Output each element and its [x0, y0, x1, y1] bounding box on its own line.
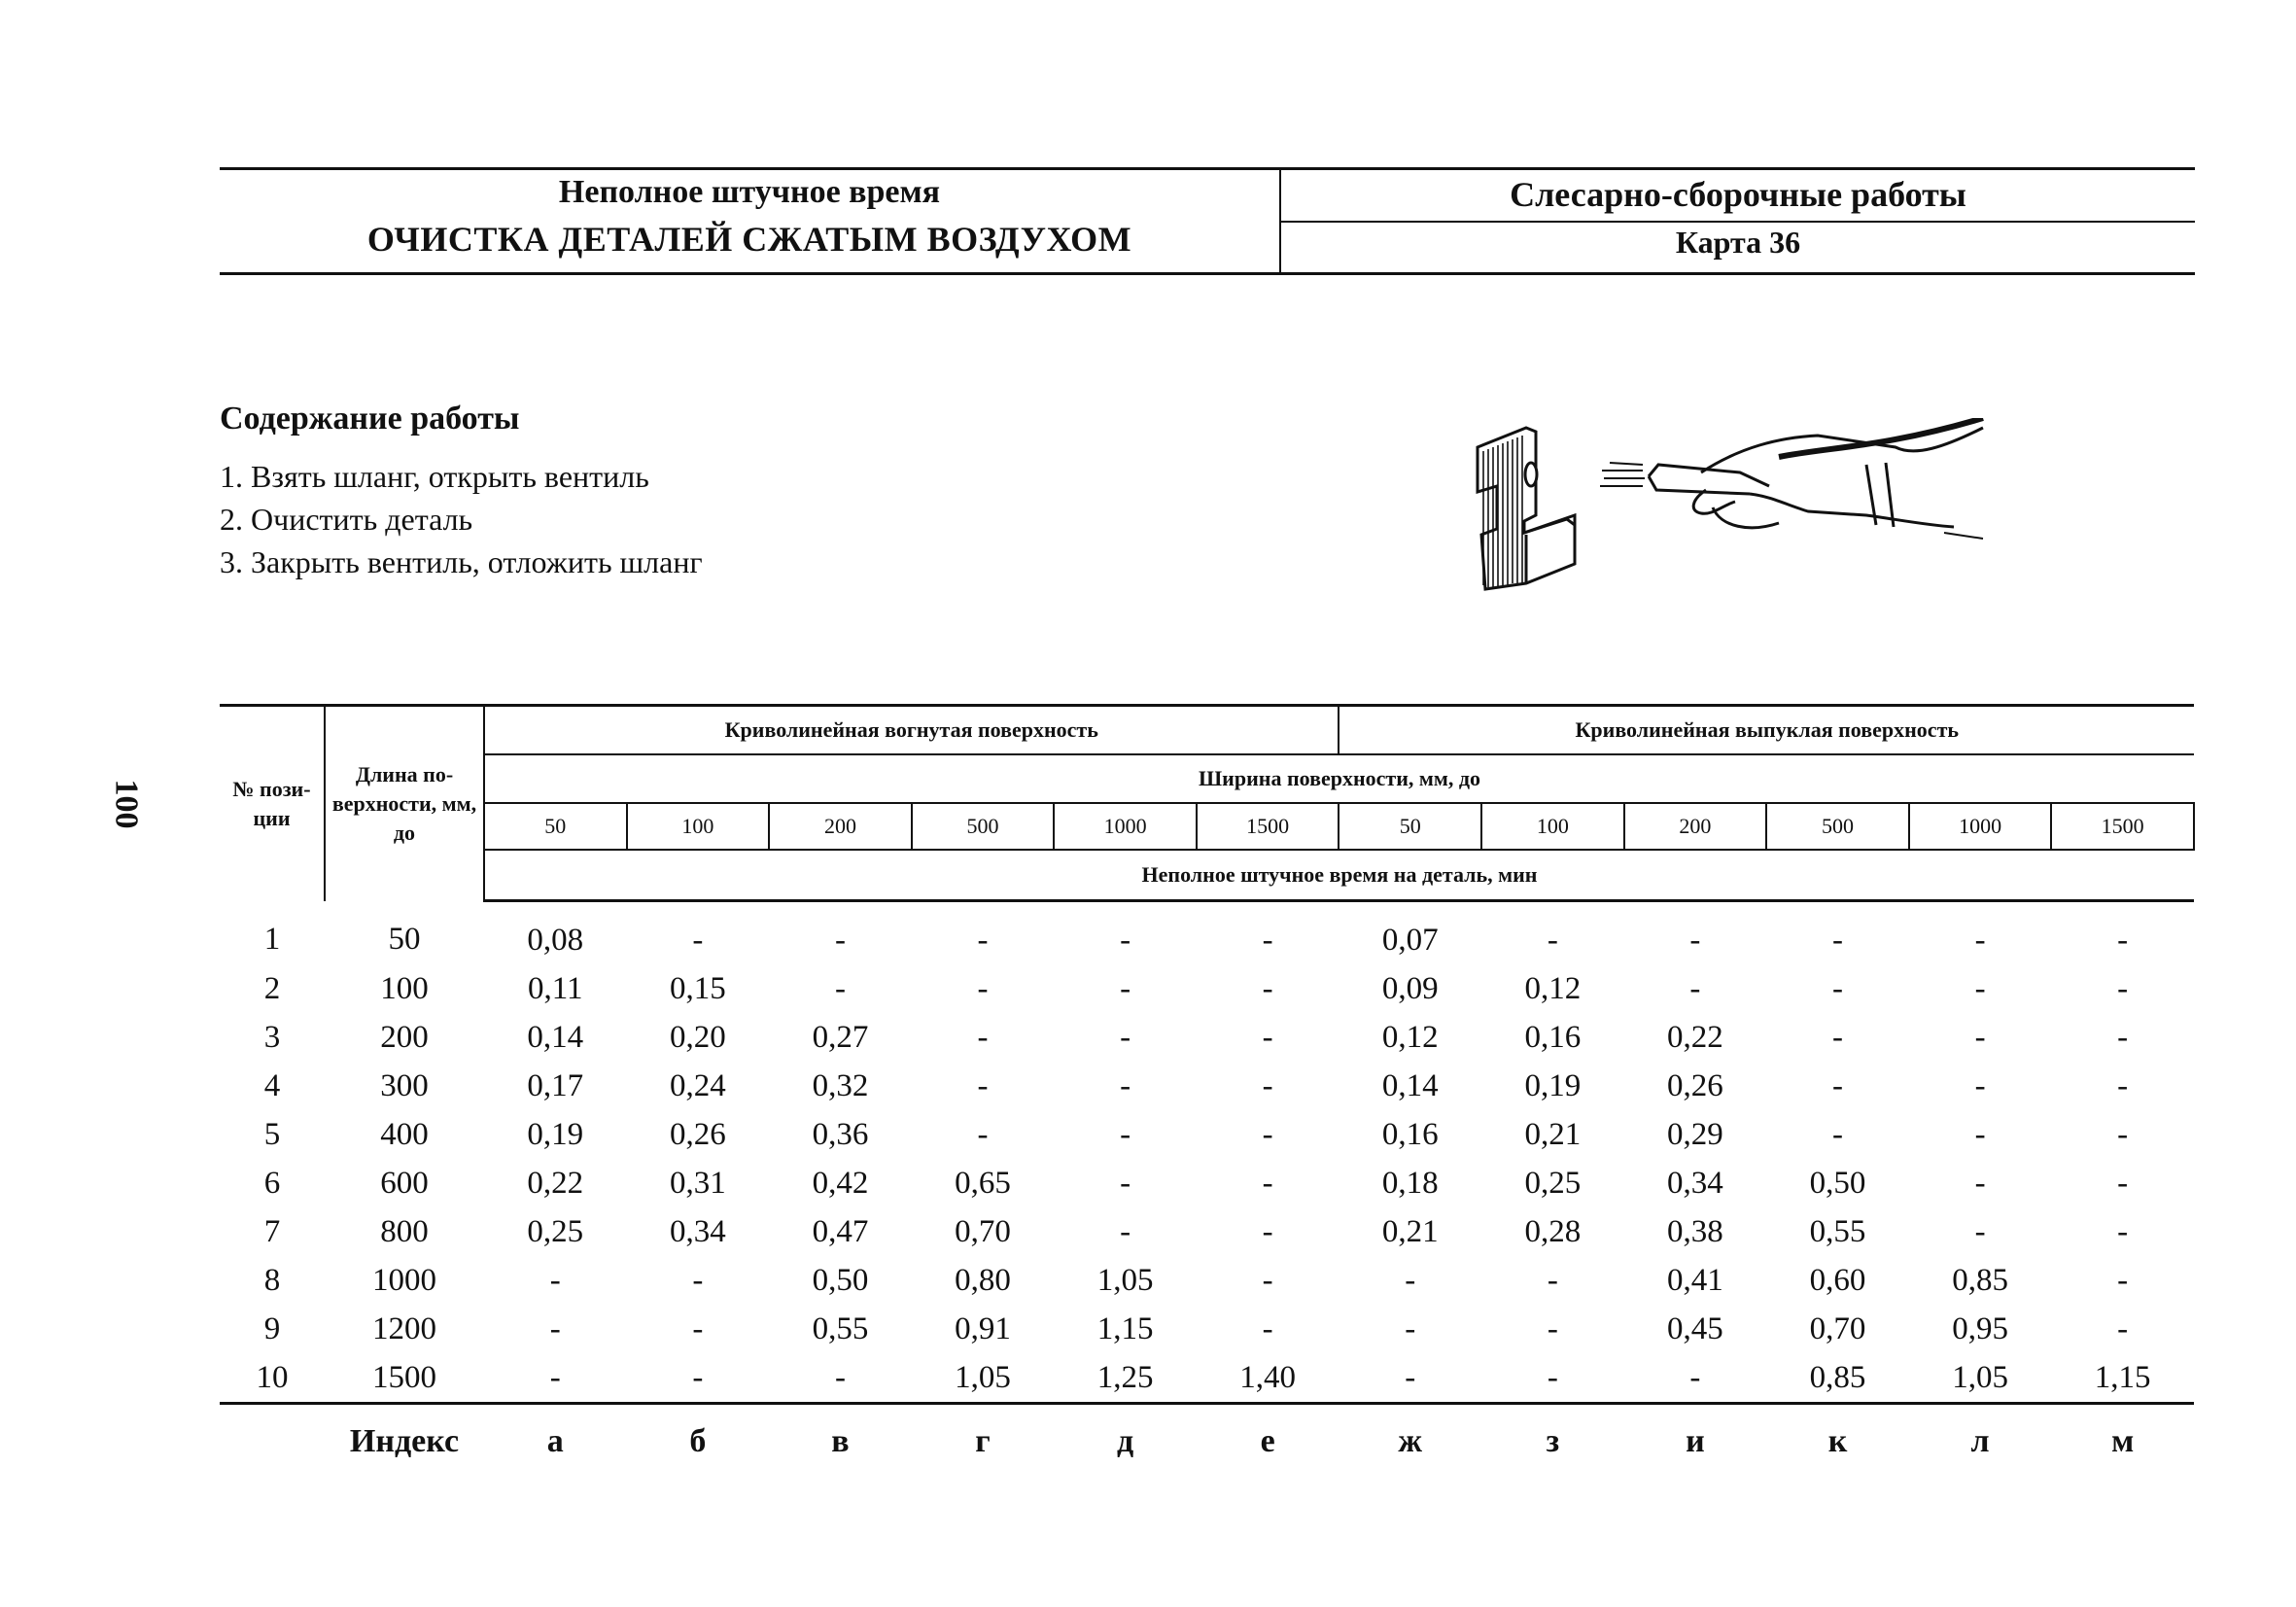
table-row — [220, 1013, 2194, 1062]
air-cleaning-illustration — [1458, 418, 2022, 603]
card-header — [220, 167, 2195, 275]
time-value-cell: 0,12 — [1381, 1020, 1439, 1055]
table-row — [220, 901, 2194, 965]
time-value-cell: 0,42 — [812, 1166, 869, 1201]
time-value-cell: - — [1262, 971, 1273, 1006]
time-value-cell: 0,50 — [1809, 1166, 1866, 1201]
time-value-cell: - — [1262, 1068, 1273, 1103]
index-cell: л — [1909, 1404, 2052, 1480]
time-value-cell: - — [1262, 1166, 1273, 1201]
length-cell: 1000 — [372, 1263, 436, 1298]
position-number-cell: 5 — [263, 1117, 281, 1152]
width-value-header: 200 — [1624, 803, 1767, 850]
position-number-cell: 6 — [263, 1166, 281, 1201]
index-cell: а — [484, 1404, 627, 1480]
time-value-cell: 1,15 — [1096, 1311, 1154, 1346]
time-value-cell: - — [1689, 971, 1701, 1006]
length-cell: 100 — [380, 971, 429, 1006]
time-value-cell: - — [692, 1360, 704, 1395]
time-value-cell: - — [1120, 1214, 1131, 1249]
time-value-cell: 0,85 — [1952, 1263, 2008, 1298]
time-value-cell: - — [1831, 1068, 1843, 1103]
table-header-row-groups — [220, 706, 2194, 755]
time-value-cell: - — [1405, 1311, 1416, 1346]
table-row — [220, 1062, 2194, 1110]
table-row — [220, 1159, 2194, 1207]
index-cell: б — [627, 1404, 770, 1480]
index-cell: и — [1624, 1404, 1767, 1480]
table-row — [220, 1305, 2194, 1353]
index-label: Индекс — [325, 1404, 484, 1480]
work-step: 1. Взять шланг, открыть вентиль — [220, 459, 649, 494]
width-value-header: 500 — [912, 803, 1055, 850]
time-value-cell: 0,15 — [669, 971, 726, 1006]
time-value-cell: - — [977, 1117, 989, 1152]
time-value-cell: 0,70 — [1809, 1311, 1866, 1346]
time-value-cell: 0,07 — [1381, 923, 1439, 958]
table-row — [220, 1110, 2194, 1159]
time-value-cell: 0,36 — [812, 1117, 869, 1152]
time-value-cell: - — [1547, 1360, 1558, 1395]
index-cell: д — [1054, 1404, 1197, 1480]
time-value-cell: - — [1405, 1263, 1416, 1298]
length-cell: 800 — [380, 1214, 429, 1249]
time-value-cell: - — [1262, 1311, 1273, 1346]
time-value-cell: - — [1262, 1214, 1273, 1249]
time-value-cell: - — [1120, 1020, 1131, 1055]
time-value-cell: - — [834, 923, 846, 958]
time-value-cell: 0,80 — [955, 1263, 1011, 1298]
time-value-cell: 0,34 — [669, 1214, 726, 1249]
length-cell: 1200 — [372, 1311, 436, 1346]
width-value-header: 100 — [1481, 803, 1624, 850]
time-value-cell: - — [977, 971, 989, 1006]
time-value-cell: - — [1974, 1020, 1986, 1055]
time-value-cell: 0,20 — [669, 1020, 726, 1055]
time-value-cell: 1,15 — [2094, 1360, 2151, 1395]
length-cell: 50 — [388, 922, 421, 958]
time-value-cell: 0,41 — [1667, 1263, 1723, 1298]
work-step: 3. Закрыть вентиль, отложить шланг — [220, 544, 703, 579]
table-header-row-width-values — [220, 803, 2194, 850]
time-value-cell: 0,21 — [1381, 1214, 1439, 1249]
time-value-cell: 0,25 — [1524, 1166, 1582, 1201]
time-value-cell: 0,22 — [527, 1166, 584, 1201]
time-value-cell: - — [2117, 1117, 2129, 1152]
time-value-cell: - — [1831, 1020, 1843, 1055]
time-value-cell: - — [1831, 923, 1843, 958]
time-value-cell: - — [1405, 1360, 1416, 1395]
width-header: Ширина поверхности, мм, до — [484, 754, 2194, 803]
time-value-cell: - — [2117, 1068, 2129, 1103]
time-value-cell: 0,27 — [812, 1020, 869, 1055]
header-divider-horizontal — [1279, 221, 2195, 223]
header-work-type: Слесарно-сборочные работы — [1510, 175, 1966, 214]
time-value-cell: - — [2117, 1020, 2129, 1055]
time-value-cell: 0,21 — [1524, 1117, 1582, 1152]
time-value-cell: 0,19 — [1524, 1068, 1582, 1103]
header-subtitle: Неполное штучное время — [558, 174, 941, 210]
length-cell: 600 — [380, 1166, 429, 1201]
time-value-cell: - — [1262, 923, 1273, 958]
table-header-row-width — [220, 754, 2194, 803]
time-value-cell: - — [692, 1311, 704, 1346]
width-value-header: 1500 — [2051, 803, 2194, 850]
part-icon — [1478, 428, 1575, 589]
time-value-cell: - — [1974, 923, 1986, 958]
work-step: 2. Очистить деталь — [220, 502, 473, 537]
time-value-cell: 1,05 — [955, 1360, 1011, 1395]
position-number-cell: 1 — [263, 922, 281, 958]
time-value-cell: 0,95 — [1952, 1311, 2008, 1346]
column-header-position-no: № пози-ции — [220, 706, 325, 901]
width-value-header: 1500 — [1197, 803, 1339, 850]
table-row — [220, 964, 2194, 1013]
time-value-cell: - — [977, 1020, 989, 1055]
time-value-cell: 1,40 — [1239, 1360, 1297, 1395]
time-value-cell: - — [977, 1068, 989, 1103]
time-value-cell: 0,34 — [1667, 1166, 1723, 1201]
time-value-cell: - — [1262, 1020, 1273, 1055]
time-value-cell: 0,55 — [1809, 1214, 1866, 1249]
time-value-cell: - — [1547, 1311, 1558, 1346]
time-value-cell: - — [1262, 1263, 1273, 1298]
time-value-cell: - — [1974, 971, 1986, 1006]
time-value-cell: 0,19 — [527, 1117, 584, 1152]
time-value-cell: 0,55 — [812, 1311, 869, 1346]
time-value-cell: - — [1120, 1068, 1131, 1103]
time-value-cell: 0,25 — [527, 1214, 584, 1249]
time-value-cell: - — [692, 1263, 704, 1298]
time-value-cell: 0,70 — [955, 1214, 1011, 1249]
group-header-convex: Криволинейная выпуклая поверхность — [1339, 706, 2194, 755]
hand-with-nozzle-icon — [1649, 418, 1983, 539]
time-value-cell: 0,85 — [1809, 1360, 1866, 1395]
work-steps-list — [220, 455, 703, 583]
time-value-cell: 0,22 — [1667, 1020, 1723, 1055]
time-value-cell: 0,38 — [1667, 1214, 1723, 1249]
time-value-cell: 0,26 — [1667, 1068, 1723, 1103]
time-value-cell: 0,31 — [669, 1166, 726, 1201]
table-header-row-unit — [220, 850, 2194, 901]
time-value-cell: 0,18 — [1381, 1166, 1439, 1201]
position-number-cell: 2 — [263, 971, 281, 1006]
length-cell: 400 — [380, 1117, 429, 1152]
width-value-header: 50 — [484, 803, 627, 850]
index-cell: в — [769, 1404, 912, 1480]
time-value-cell: - — [1974, 1166, 1986, 1201]
header-card-number: Карта 36 — [1675, 225, 1801, 260]
position-number-cell: 9 — [263, 1311, 281, 1346]
position-number-cell: 10 — [256, 1360, 289, 1395]
unit-header: Неполное штучное время на деталь, мин — [484, 850, 2194, 901]
time-value-cell: - — [549, 1360, 561, 1395]
time-value-cell: - — [1974, 1214, 1986, 1249]
time-value-cell: - — [692, 923, 704, 958]
time-value-cell: 0,08 — [527, 923, 584, 958]
position-number-cell: 3 — [263, 1020, 281, 1055]
width-value-header: 100 — [627, 803, 770, 850]
time-value-cell: - — [2117, 1311, 2129, 1346]
time-value-cell: 0,32 — [812, 1068, 869, 1103]
time-value-cell: - — [1831, 1117, 1843, 1152]
width-value-header: 1000 — [1054, 803, 1197, 850]
index-row — [220, 1404, 2194, 1480]
position-number-cell: 8 — [263, 1263, 281, 1298]
length-cell: 1500 — [372, 1360, 436, 1395]
time-value-cell: 0,26 — [669, 1117, 726, 1152]
time-value-cell: - — [1120, 923, 1131, 958]
width-value-header: 1000 — [1909, 803, 2052, 850]
page-number: 100 — [108, 779, 145, 829]
position-number-cell: 4 — [263, 1068, 281, 1103]
width-value-header: 50 — [1339, 803, 1481, 850]
width-value-header: 500 — [1766, 803, 1909, 850]
column-header-length: Длина по-верхности, мм, до — [325, 706, 484, 901]
time-value-cell: - — [977, 923, 989, 958]
time-value-cell: 0,16 — [1381, 1117, 1439, 1152]
index-cell: ж — [1339, 1404, 1481, 1480]
time-value-cell: - — [1120, 971, 1131, 1006]
time-value-cell: - — [1547, 1263, 1558, 1298]
time-value-cell: 0,65 — [955, 1166, 1011, 1201]
position-number-cell: 7 — [263, 1214, 281, 1249]
index-cell: г — [912, 1404, 1055, 1480]
time-value-cell: 0,14 — [1381, 1068, 1439, 1103]
table-row — [220, 1256, 2194, 1305]
time-value-cell: - — [1974, 1068, 1986, 1103]
time-value-cell: 0,16 — [1524, 1020, 1582, 1055]
time-value-cell: - — [1547, 923, 1558, 958]
group-header-concave: Криволинейная вогнутая поверхность — [484, 706, 1339, 755]
time-value-cell: 0,24 — [669, 1068, 726, 1103]
time-value-cell: - — [549, 1263, 561, 1298]
time-value-cell: 0,47 — [812, 1214, 869, 1249]
time-value-cell: - — [2117, 1166, 2129, 1201]
time-value-cell: 0,60 — [1809, 1263, 1866, 1298]
width-value-header: 200 — [769, 803, 912, 850]
length-cell: 300 — [380, 1068, 429, 1103]
time-value-cell: 1,05 — [1096, 1263, 1154, 1298]
time-value-cell: 0,09 — [1381, 971, 1439, 1006]
time-value-cell: 0,14 — [527, 1020, 584, 1055]
time-value-cell: 0,12 — [1524, 971, 1582, 1006]
time-value-cell: - — [1262, 1117, 1273, 1152]
table-row — [220, 1353, 2194, 1404]
time-value-cell: - — [834, 971, 846, 1006]
table-row — [220, 1207, 2194, 1256]
time-value-cell: - — [549, 1311, 561, 1346]
time-value-cell: 0,29 — [1667, 1117, 1723, 1152]
index-cell: з — [1481, 1404, 1624, 1480]
time-value-cell: 0,17 — [527, 1068, 584, 1103]
air-jet-icon — [1600, 463, 1645, 486]
time-value-cell: 0,91 — [955, 1311, 1011, 1346]
time-value-cell: - — [1974, 1117, 1986, 1152]
work-content-title: Содержание работы — [220, 401, 520, 437]
time-value-cell: - — [1120, 1166, 1131, 1201]
time-value-cell: - — [1689, 1360, 1701, 1395]
time-value-cell: 0,28 — [1524, 1214, 1582, 1249]
index-cell: к — [1766, 1404, 1909, 1480]
time-value-cell: - — [2117, 1214, 2129, 1249]
length-cell: 200 — [380, 1020, 429, 1055]
time-value-cell: - — [2117, 1263, 2129, 1298]
time-value-cell: - — [2117, 971, 2129, 1006]
time-value-cell: - — [1120, 1117, 1131, 1152]
time-value-cell: 1,05 — [1952, 1360, 2008, 1395]
table-body — [220, 901, 2194, 1404]
time-value-cell: - — [2117, 923, 2129, 958]
time-value-cell: 0,50 — [812, 1263, 869, 1298]
time-value-cell: 0,45 — [1667, 1311, 1723, 1346]
norms-table — [220, 704, 2195, 1479]
time-value-cell: 0,11 — [528, 971, 583, 1006]
index-cell: м — [2051, 1404, 2194, 1480]
index-cell: е — [1197, 1404, 1339, 1480]
time-value-cell: - — [834, 1360, 846, 1395]
header-title: ОЧИСТКА ДЕТАЛЕЙ СЖАТЫМ ВОЗДУХОМ — [366, 220, 1132, 259]
time-value-cell: - — [1689, 923, 1701, 958]
time-value-cell: 1,25 — [1096, 1360, 1154, 1395]
time-value-cell: - — [1831, 971, 1843, 1006]
